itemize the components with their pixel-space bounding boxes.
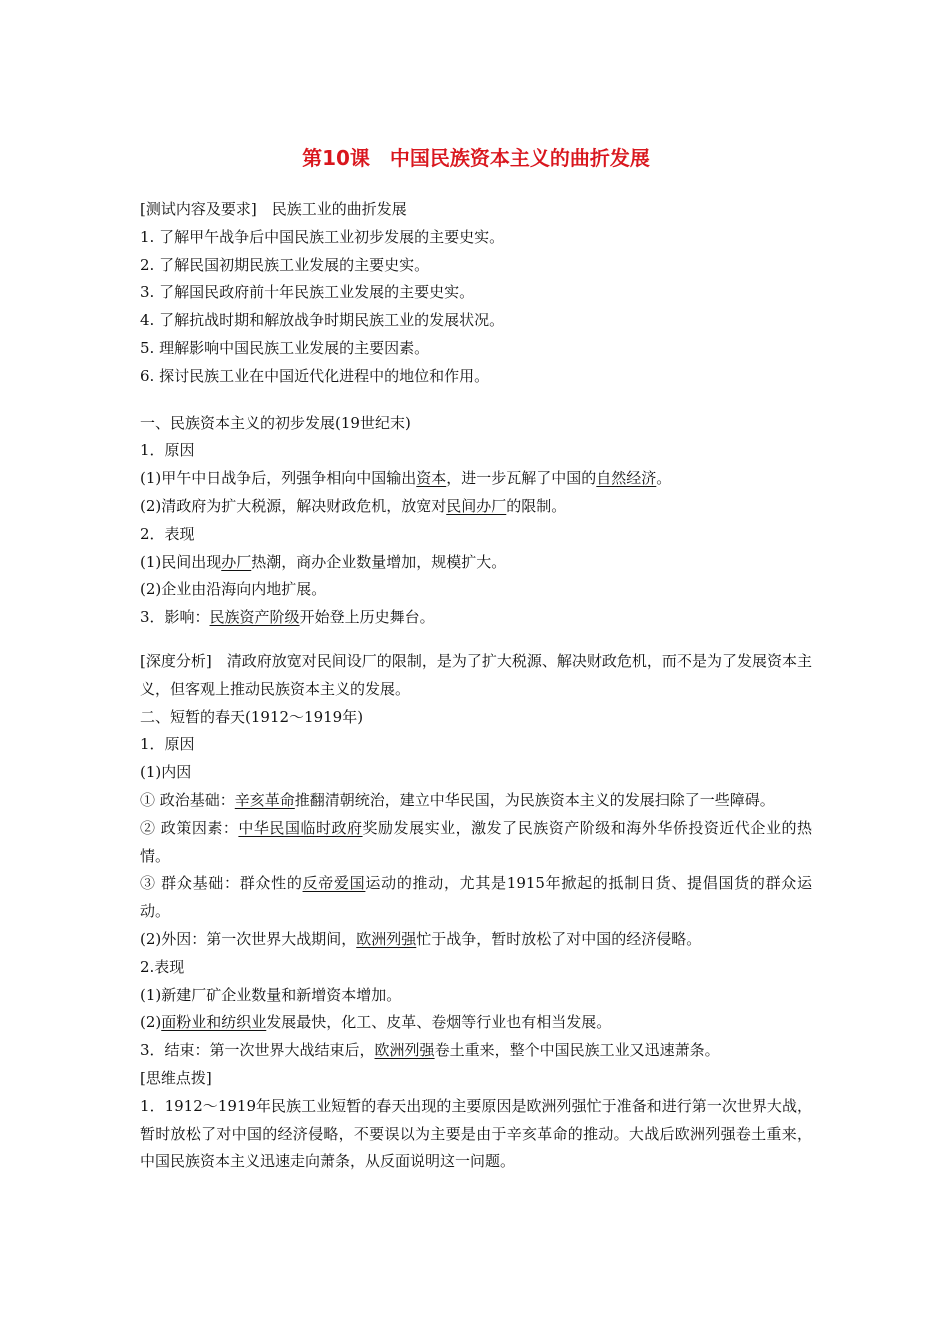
section1-cause-1: (1)甲午中日战争后，列强争相向中国输出资本，进一步瓦解了中国的自然经济。: [140, 469, 672, 488]
key-term: 中华民国临时政府: [238, 818, 363, 837]
section2-end: 3．结束：第一次世界大战结束后，欧洲列强卷土重来，整个中国民族工业又迅速萧条。: [140, 1041, 720, 1060]
section2-perf-label: 2.表现: [140, 957, 185, 976]
requirement-item: 2. 了解民国初期民族工业发展的主要史实。: [140, 255, 430, 274]
document-page: [140, 140, 812, 1176]
section1-perf-1: (1)民间出现办厂热潮，商办企业数量增加，规模扩大。: [140, 552, 507, 571]
section1-impact: 3．影响：民族资产阶级开始登上历史舞台。: [140, 608, 435, 627]
requirement-item: 1. 了解甲午战争后中国民族工业初步发展的主要史实。: [140, 227, 505, 246]
key-term: 欧洲列强: [356, 929, 417, 948]
key-term: 民族资产阶级: [209, 608, 300, 627]
section2-internal-2: ② 政策因素：中华民国临时政府奖励发展实业，激发了民族资产阶级和海外华侨投资近代企业的热情。: [140, 818, 812, 865]
requirement-item: 6. 探讨民族工业在中国近代化进程中的地位和作用。: [140, 366, 490, 385]
section1-cause-label: 1．原因: [140, 441, 195, 460]
thinking-point-1: 1．1912～1919年民族工业短暂的春天出现的主要原因是欧洲列强忙于准备和进行第一次世界大战，暂时放松了对中国的经济侵略，不要误以为主要是由于辛亥革命的推动。大战后欧洲列强卷土重来，中国民族资本主义迅速走向萧条，从反面说明这一问题。: [140, 1096, 812, 1171]
requirement-item: 4. 了解抗战时期和解放战争时期民族工业的发展状况。: [140, 311, 505, 330]
key-term: 自然经济: [596, 469, 657, 488]
requirements-heading: [测试内容及要求] 民族工业的曲折发展: [140, 200, 407, 218]
section2-perf-1: (1)新建厂矿企业数量和新增资本增加。: [140, 985, 402, 1004]
requirement-item: 5. 理解影响中国民族工业发展的主要因素。: [140, 338, 430, 357]
section2-cause-label: 1．原因: [140, 735, 195, 754]
key-term: 辛亥革命: [234, 790, 295, 809]
section2-internal-1: ① 政治基础：辛亥革命推翻清朝统治，建立中华民国，为民族资本主义的发展扫除了一些障碍。: [140, 790, 775, 809]
key-term: 办厂: [221, 552, 252, 571]
key-term: 反帝爱国: [302, 874, 366, 893]
section1-perf-2: (2)企业由沿海向内地扩展。: [140, 580, 327, 599]
lesson-title: 第10课 中国民族资本主义的曲折发展: [302, 146, 650, 170]
section2-perf-2: (2)面粉业和纺织业发展最快，化工、皮革、卷烟等行业也有相当发展。: [140, 1013, 612, 1032]
section2-heading: 二、短暂的春天(1912～1919年): [140, 707, 364, 726]
key-term: 资本: [416, 469, 447, 488]
section2-internal-label: (1)内因: [140, 763, 192, 782]
section1-perf-label: 2．表现: [140, 524, 195, 543]
requirement-item: 3. 了解国民政府前十年民族工业发展的主要史实。: [140, 283, 475, 302]
key-term: 欧洲列强: [374, 1041, 435, 1060]
section1-cause-2: (2)清政府为扩大税源，解决财政危机，放宽对民间办厂的限制。: [140, 496, 567, 515]
deep-analysis: [深度分析] 清政府放宽对民间设厂的限制，是为了扩大税源、解决财政危机，而不是为了发展资本主义，但客观上推动民族资本主义的发展。: [140, 651, 812, 698]
key-term: 民间办厂: [446, 496, 507, 515]
thinking-label: [思维点拨]: [140, 1068, 212, 1087]
section2-internal-3: ③ 群众基础：群众性的反帝爱国运动的推动，尤其是1915年掀起的抵制日货、提倡国货的群众运动。: [140, 874, 812, 921]
section1-heading: 一、民族资本主义的初步发展(19世纪末): [140, 413, 411, 432]
section2-external: (2)外因：第一次世界大战期间，欧洲列强忙于战争，暂时放松了对中国的经济侵略。: [140, 929, 702, 948]
key-term: 面粉业和纺织业: [161, 1013, 267, 1032]
